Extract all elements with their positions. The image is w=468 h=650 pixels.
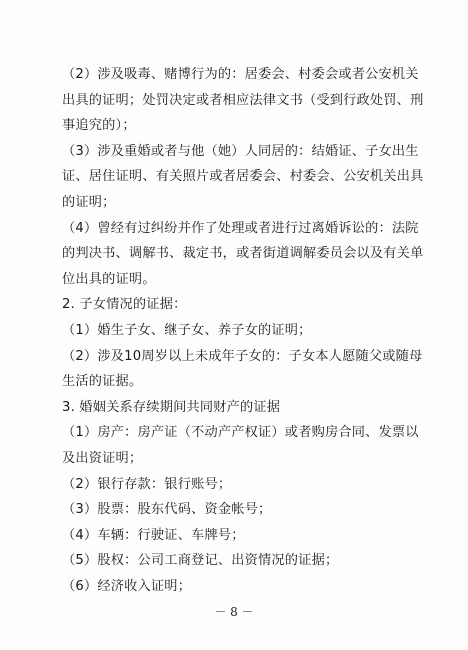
text-line: （2）银行存款：银行账号； <box>62 476 232 492</box>
text-line: 证、居住证明、有关照片或者居委会、村委会、公安机关出具 <box>62 169 424 185</box>
text-line: 及出资证明； <box>62 450 143 466</box>
text-line: （6）经济收入证明； <box>62 578 192 594</box>
section-heading-property: 3. 婚姻关系存续期间共同财产的证据 <box>62 399 281 415</box>
section-heading-children: 2. 子女情况的证据： <box>62 297 187 313</box>
text-line: （4）曾经有过纠纷并作了处理或者进行过离婚诉讼的：法院 <box>62 220 419 236</box>
text-line: （2）涉及10周岁以上未成年子女的：子女本人愿随父或随母 <box>62 348 423 364</box>
text-line: 的证明； <box>62 194 116 210</box>
text-line: （4）车辆：行驶证、车牌号； <box>62 527 245 543</box>
text-line: （1）房产：房产证（不动产产权证）或者购房合同、发票以 <box>62 425 419 441</box>
text-line: 出具的证明；处罚决定或者相应法律文书（受到行政处罚、刑 <box>62 92 424 108</box>
text-line: 的判决书、调解书、裁定书，或者街道调解委员会以及有关单 <box>62 246 424 262</box>
text-line: 生活的证据。 <box>62 374 143 390</box>
page-number: － 8 － <box>214 605 254 619</box>
text-line: 位出具的证明。 <box>62 271 156 287</box>
text-line: （1）婚生子女、继子女、养子女的证明； <box>62 322 312 338</box>
text-line: 事追究的）； <box>62 118 136 134</box>
document-body <box>62 62 422 599</box>
text-line: （5）股权：公司工商登记、出资情况的证据； <box>62 553 339 569</box>
text-line: （3）涉及重婚或者与他（她）人同居的：结婚证、子女出生 <box>62 143 419 159</box>
text-line: （2）涉及吸毒、赌博行为的：居委会、村委会或者公安机关 <box>62 67 419 82</box>
text-line: （3）股票：股东代码、资金帐号； <box>62 502 272 518</box>
